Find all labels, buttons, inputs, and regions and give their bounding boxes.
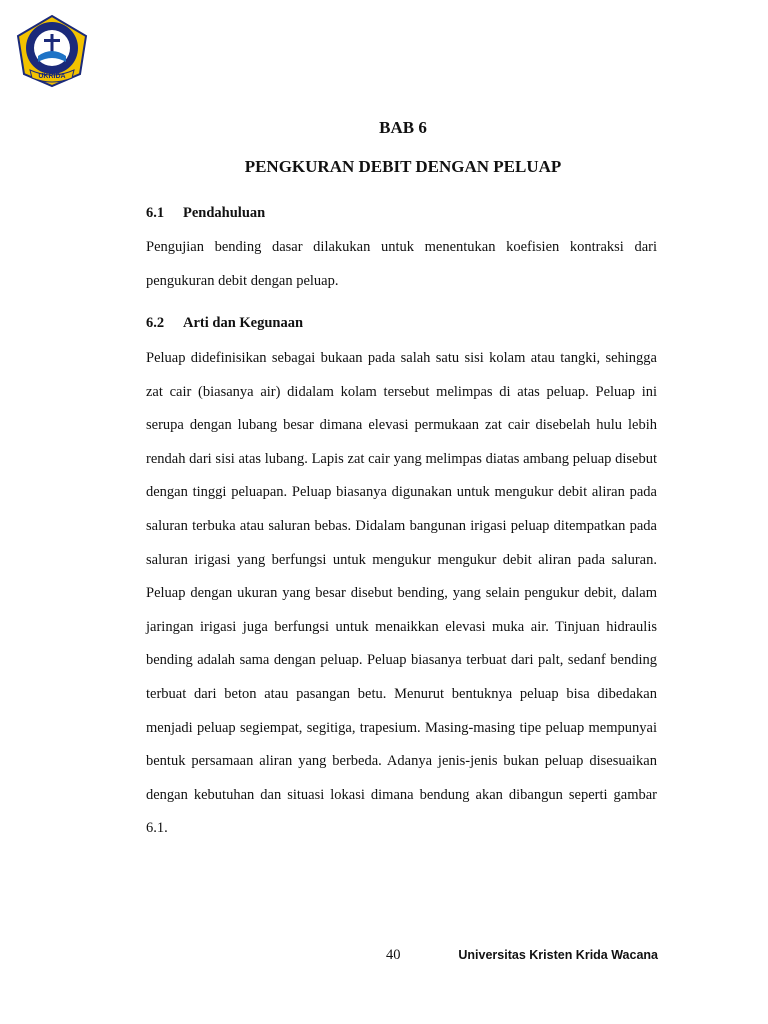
section-heading xyxy=(146,205,265,222)
ukrida-logo xyxy=(14,14,90,88)
chapter-heading: BAB 6 xyxy=(379,118,427,137)
section-paragraph: Pengujian bending dasar dilakukan untuk menentukan koefisien kontraksi dari pengukuran debit dengan peluap. xyxy=(146,239,657,289)
section-title: Pendahuluan xyxy=(183,205,266,221)
university-seal-icon xyxy=(14,14,90,88)
section-heading xyxy=(146,315,303,332)
section-number: 6.1 xyxy=(146,205,165,221)
page-number: 40 xyxy=(386,947,401,963)
logo-banner-text: UKRIDA xyxy=(38,73,66,80)
footer-university-name: Universitas Kristen Krida Wacana xyxy=(458,948,658,962)
section-paragraph: Peluap didefinisikan sebagai bukaan pada salah satu sisi kolam atau tangki, sehingga zat cair (biasanya air) didalam kolam tersebut melimpas di atas peluap. Peluap ini serupa dengan lubang besar dimana elevasi permukaan zat cair disebelah hulu lebih rendah dari sisi atas lubang. Lapis zat cair yang melimpas diatas ambang peluap disebut dengan tinggi peluapan. Peluap biasanya digunakan untuk mengukur debit aliran pada saluran terbuka atau saluran bebas. Didalam bangunan irigasi peluap ditempatkan pada saluran irigasi yang berfungsi untuk mengukur mengukur debit aliran pada saluran. Peluap dengan ukuran yang besar disebut bending, yang selain pengukur debit, dalam jaringan irigasi juga berfungsi untuk menaikkan elevasi muka air. Tinjuan hidraulis bending adalah sama dengan peluap. Peluap biasanya terbuat dari palt, sedanf bending terbuat dari beton atau pasangan betu. Menurut bentuknya peluap bisa dibedakan menjadi peluap segiempat, segitiga, trapesium. Masing-masing tipe peluap mempunyai bentuk persamaan aliran yang berbeda. Adanya jenis-jenis bukan peluap disesuaikan dengan kebutuhan dan situasi lokasi dimana bendung akan dibangun seperti gambar 6.1. xyxy=(146,350,657,837)
section-number: 6.2 xyxy=(146,315,165,331)
section-title: Arti dan Kegunaan xyxy=(183,315,304,331)
chapter-title: PENGKURAN DEBIT DENGAN PELUAP xyxy=(244,157,562,176)
